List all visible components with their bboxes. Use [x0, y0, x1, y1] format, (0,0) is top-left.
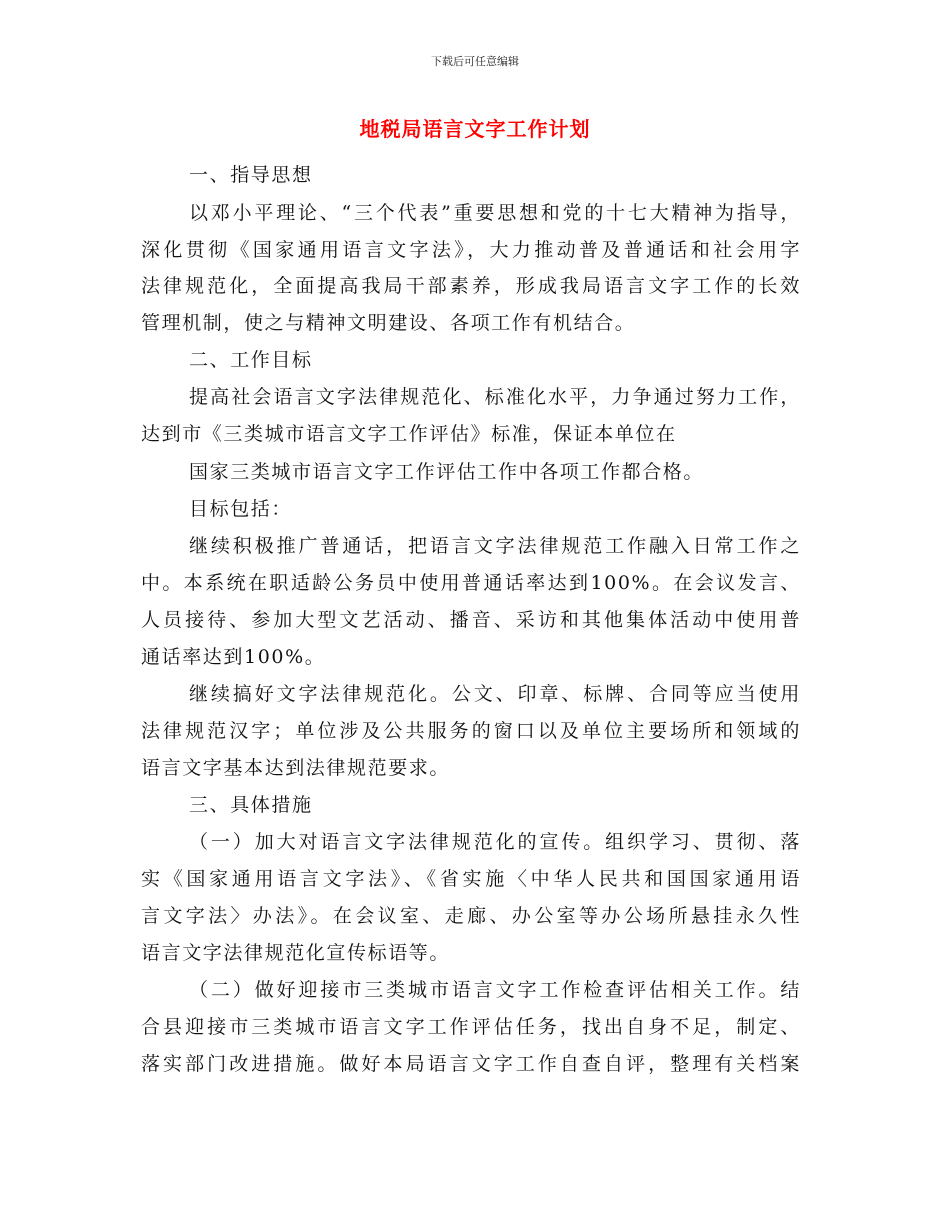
text-line: （二）做好迎接市三类城市语言文字工作检查评估相关工作。结 [189, 979, 801, 1001]
text-line: 继续积极推广普通话，把语言文字法律规范工作融入日常工作之 [189, 535, 801, 557]
page-header: 下载后可任意编辑 [431, 55, 519, 68]
text-line: 国家三类城市语言文字工作评估工作中各项工作都合格。 [189, 461, 705, 483]
text-line: 语言文字基本达到法律规范要求。 [141, 757, 451, 779]
text-line: 语言文字法律规范化宣传标语等。 [141, 942, 451, 964]
text-line: 实《国家通用语言文字法》、《省实施〈中华人民共和国国家通用语 [141, 868, 801, 890]
text-line: 继续搞好文字法律规范化。公文、印章、标牌、合同等应当使用 [189, 683, 801, 705]
text-line: 人员接待、参加大型文艺活动、播音、采访和其他集体活动中使用普 [141, 609, 801, 631]
text-line: 提高社会语言文字法律规范化、标准化水平，力争通过努力工作， [189, 386, 801, 408]
text-line: 中。本系统在职适龄公务员中使用普通话率达到100%。在会议发言、 [141, 572, 801, 594]
text-line: 落实部门改进措施。做好本局语言文字工作自查自评，整理有关档案 [141, 1053, 801, 1075]
text-line: 目标包括： [189, 498, 293, 520]
text-line: （一）加大对语言文字法律规范化的宣传。组织学习、贯彻、落 [189, 831, 801, 853]
text-line: 法律规范汉字；单位涉及公共服务的窗口以及单位主要场所和领域的 [141, 720, 801, 742]
document-title: 地税局语言文字工作计划 [359, 117, 591, 141]
section-heading: 三、具体措施 [189, 794, 313, 816]
text-line: 合县迎接市三类城市语言文字工作评估任务，找出自身不足，制定、 [141, 1016, 801, 1038]
text-line: 通话率达到100%。 [141, 646, 326, 668]
text-line: 达到市《三类城市语言文字工作评估》标准，保证本单位在 [141, 423, 677, 445]
text-line: 管理机制，使之与精神文明建设、各项工作有机结合。 [141, 312, 636, 334]
text-line: 言文字法〉办法》。在会议室、走廊、办公室等办公场所悬挂永久性 [141, 905, 801, 927]
section-heading: 一、指导思想 [189, 164, 313, 186]
text-line: 法律规范化，全面提高我局干部素养，形成我局语言文字工作的长效 [141, 275, 801, 297]
section-heading: 二、工作目标 [189, 349, 313, 371]
text-line: 以邓小平理论、“三个代表”重要思想和党的十七大精神为指导， [189, 202, 801, 224]
text-line: 深化贯彻《国家通用语言文字法》，大力推动普及普通话和社会用字 [141, 239, 801, 261]
